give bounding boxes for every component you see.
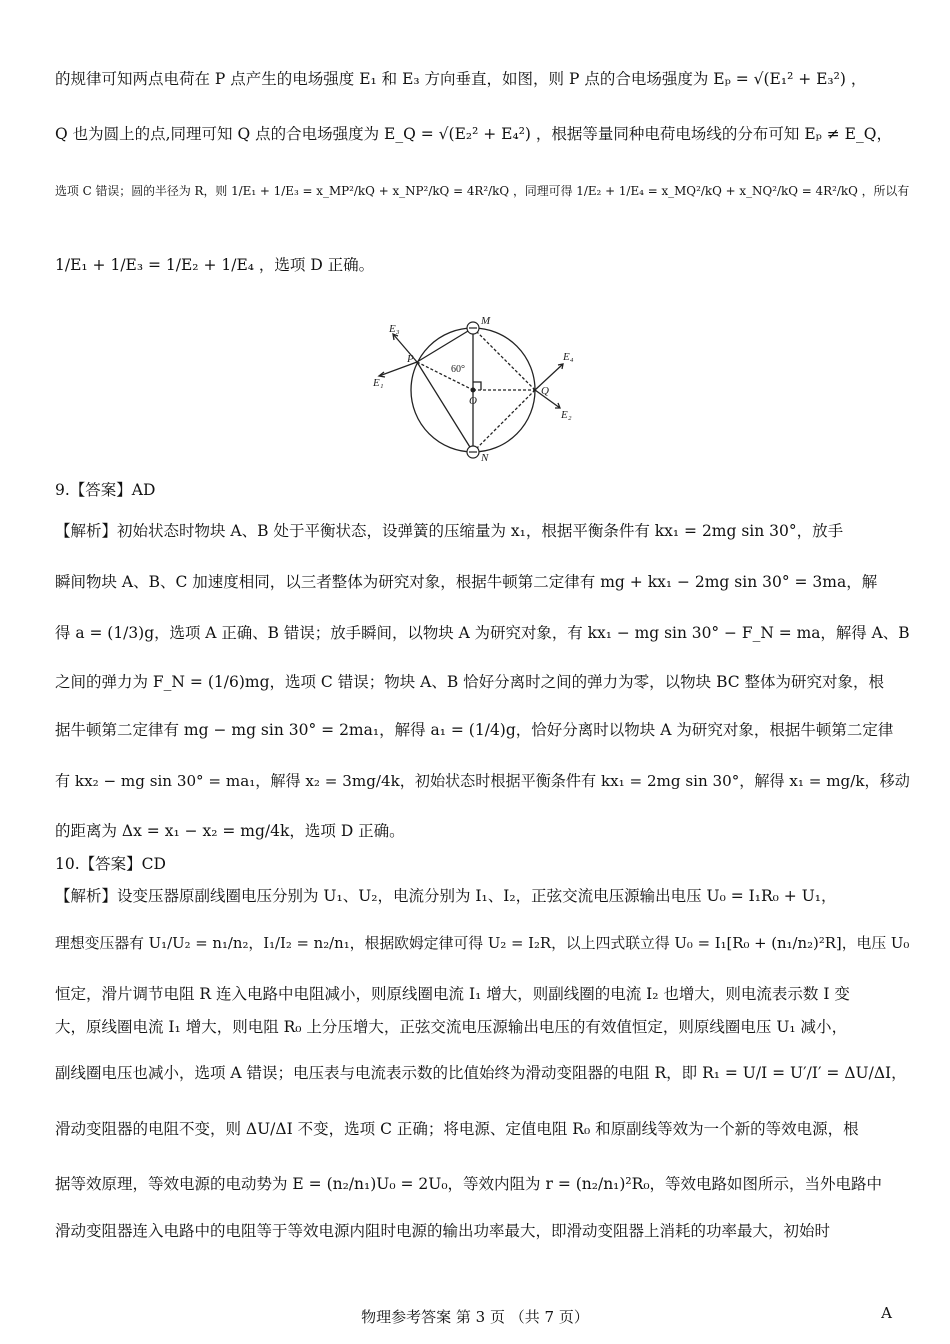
page-footer: 物理参考答案 第 3 页 （共 7 页） [361,1308,589,1326]
q10-line-3: 恒定，滑片调节电阻 R 连入电路中电阻减小，则原线圈电流 I₁ 增大，则副线圈的电流 I₂ 也增大，则电流表示数 I 变 [55,985,850,1003]
q10-line-8: 滑动变阻器连入电路中的电阻等于等效电源内阻时电源的输出功率最大，即滑动变阻器上消耗的功率最大，初始时 [55,1222,831,1240]
q8-line-3: 选项 C 错误；圆的半径为 R，则 1/E₁ + 1/E₃ = x_MP²/kQ + x_NP²/kQ = 4R²/kQ ，同理可得 1/E₂ + 1/E₄ = x_MQ²/kQ + x_NQ²/kQ = 4R²/kQ ，所以有 [55,184,910,198]
q9-answer: 9.【答案】AD [55,481,156,499]
label-e1: E₁ [373,377,384,389]
label-angle: 60° [451,364,465,375]
q8-line-2: Q 也为圆上的点,同理可知 Q 点的合电场强度为 E_Q = √(E₂² + E₄²) ，根据等量同种电荷电场线的分布可知 Eₚ ≠ E_Q， [55,125,892,143]
label-m: M [481,315,491,327]
q8-line-4: 1/E₁ + 1/E₃ = 1/E₂ + 1/E₄ ，选项 D 正确。 [55,256,375,274]
electric-field-figure [365,312,575,462]
q10-line-7: 据等效原理，等效电源的电动势为 E = (n₂/n₁)U₀ = 2U₀，等效内阻为 r = (n₂/n₁)²R₀，等效电路如图所示，当外电路中 [55,1175,883,1193]
q9-line-7: 的距离为 Δx = x₁ − x₂ = mg/4k，选项 D 正确。 [55,822,405,840]
label-p: P [407,353,414,365]
q9-line-6: 有 kx₂ − mg sin 30° = ma₁，解得 x₂ = 3mg/4k，初始状态时根据平衡条件有 kx₁ = 2mg sin 30°，解得 x₁ = mg/k，移动 [55,772,910,790]
label-o: O [469,395,477,407]
q9-line-3: 得 a = (1/3)g，选项 A 正确、B 错误；放手瞬间，以物块 A 为研究对象，有 kx₁ − mg sin 30° − F_N = ma，解得 A、B [55,624,910,642]
q10-line-1: 【解析】设变压器原副线圈电压分别为 U₁、U₂，电流分别为 I₁、I₂，正弦交流电压源输出电压 U₀ = I₁R₀ + U₁， [55,887,837,905]
q9-line-4: 之间的弹力为 F_N = (1/6)mg，选项 C 错误；物块 A、B 恰好分离时之间的弹力为零，以物块 BC 整体为研究对象，根 [55,673,885,691]
label-q: Q [541,385,549,397]
q10-line-5: 副线圈电压也减小，选项 A 错误；电压表与电流表示数的比值始终为滑动变阻器的电阻 R，即 R₁ = U/I = U′/I′ = ΔU/ΔI， [55,1064,907,1082]
q9-line-2: 瞬间物块 A、B、C 加速度相同，以三者整体为研究对象，根据牛顿第二定律有 mg + kx₁ − 2mg sin 30° = 3ma，解 [55,573,878,591]
q10-line-6: 滑动变阻器的电阻不变，则 ΔU/ΔI 不变，选项 C 正确；将电源、定值电阻 R₀ 和原副线等效为一个新的等效电源，根 [55,1120,859,1138]
q10-line-2: 理想变压器有 U₁/U₂ = n₁/n₂，I₁/I₂ = n₂/n₁，根据欧姆定律可得 U₂ = I₂R，以上四式联立得 U₀ = I₁[R₀ + (n₁/n₂)²R]，电压 U₀ [55,935,910,952]
q8-line-1: 的规律可知两点电荷在 P 点产生的电场强度 E₁ 和 E₃ 方向垂直，如图，则 P 点的合电场强度为 Eₚ = √(E₁² + E₃²) ， [55,70,867,88]
label-e2: E₂ [561,409,572,421]
q10-line-4: 大，原线圈电流 I₁ 增大，则电阻 R₀ 上分压增大，正弦交流电压源输出电压的有效值恒定，则原线圈电压 U₁ 减小， [55,1018,848,1036]
vector-e4 [535,364,563,390]
label-n: N [481,452,489,462]
label-e4: E₄ [563,351,574,363]
q9-line-1: 【解析】初始状态时物块 A、B 处于平衡状态，设弹簧的压缩量为 x₁，根据平衡条件有 kx₁ = 2mg sin 30°，放手 [55,522,844,540]
q10-answer: 10.【答案】CD [55,855,166,873]
q9-line-5: 据牛顿第二定律有 mg − mg sin 30° = 2ma₁，解得 a₁ = (1/4)g，恰好分离时以物块 A 为研究对象，根据牛顿第二定律 [55,721,894,739]
paper-version-letter: A [881,1304,892,1322]
label-e3: E₃ [389,323,400,335]
